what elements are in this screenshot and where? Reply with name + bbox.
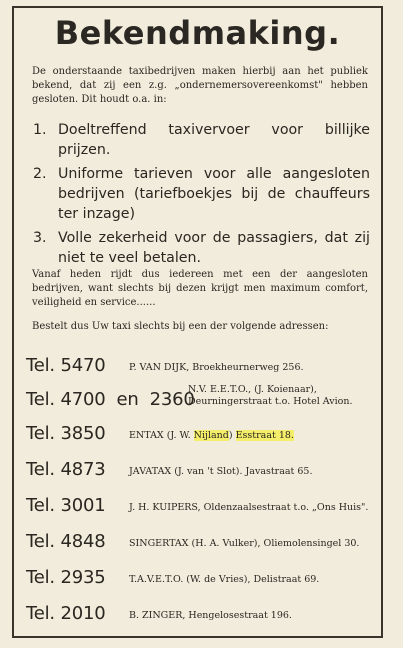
taxi-entry [26, 342, 376, 376]
telephone-number: Tel. 3850 [26, 423, 106, 444]
point-2 [33, 164, 370, 224]
point-text: Volle zekerheid voor de passagiers, dat zij niet te veel betalen. [58, 230, 370, 266]
company-address: JAVATAX (J. van 't Slot). Javastraat 65. [129, 466, 313, 477]
intro-text: De onderstaande taxibedrijven maken hierbij aan het publiek bekend, dat zij een z.g. „ondernemersovereenkomst" hebben gesloten. Dit houdt o.a. in: [32, 66, 368, 105]
separator: ) [228, 430, 236, 441]
point-number: 3. [33, 230, 47, 246]
company-address [129, 430, 294, 442]
points-list [33, 120, 370, 272]
company-address: B. ZINGER, Hengelosestraat 196. [129, 610, 292, 621]
taxi-entry [26, 482, 376, 516]
highlighted-name: Nijland [193, 430, 229, 441]
point-3 [33, 228, 370, 268]
company-name: N.V. E.E.T.O., (J. Koienaar), [188, 384, 317, 395]
page-title: Bekendmaking. [54, 14, 341, 52]
order-instruction: Bestelt dus Uw taxi slechts bij een der volgende adressen: [32, 321, 329, 332]
point-1 [33, 120, 370, 160]
company-address: Deurningerstraat t.o. Hotel Avion. [188, 396, 353, 407]
company-name: ENTAX (J. W. [129, 430, 194, 441]
notice-paragraph: Vanaf heden rijdt dus iedereen met een der aangesloten bedrijven, want slechts bij dezen krijgt men maximum comfort, veiligheid en service...... [32, 269, 368, 308]
company-address: P. VAN DIJK, Broekheurnerweg 256. [129, 362, 304, 373]
telephone-number: Tel. 2935 [26, 567, 106, 588]
taxi-entry [26, 410, 376, 444]
taxi-entry [26, 446, 376, 480]
taxi-entry [26, 590, 376, 624]
taxi-entry [26, 376, 376, 410]
telephone-number: Tel. 4700 en 2360 [26, 389, 195, 410]
telephone-number: Tel. 3001 [26, 495, 106, 516]
taxi-entry [26, 518, 376, 552]
taxi-entry [26, 554, 376, 588]
point-number: 1. [33, 122, 47, 138]
company-address: J. H. KUIPERS, Oldenzaalsestraat t.o. „Ons Huis". [129, 502, 369, 513]
company-address: SINGERTAX (H. A. Vulker), Oliemolensingel 30. [129, 538, 360, 549]
telephone-number: Tel. 4873 [26, 459, 106, 480]
telephone-number: Tel. 5470 [26, 355, 106, 376]
point-text: Doeltreffend taxivervoer voor billijke prijzen. [58, 122, 370, 158]
point-text: Uniforme tarieven voor alle aangesloten bedrijven (tariefboekjes bij de chauffeurs ter inzage) [58, 166, 370, 222]
point-number: 2. [33, 166, 47, 182]
highlighted-address: Esstraat 18. [235, 430, 294, 441]
telephone-number: Tel. 4848 [26, 531, 106, 552]
telephone-number: Tel. 2010 [26, 603, 106, 624]
company-address: T.A.V.E.T.O. (W. de Vries), Delistraat 69. [129, 574, 320, 585]
